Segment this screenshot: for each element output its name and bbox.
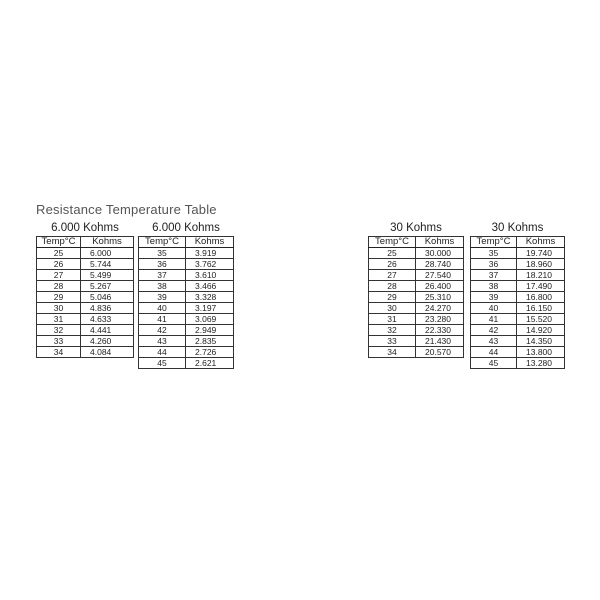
column-header-temp: Temp°C: [471, 237, 517, 248]
temp-cell: 37: [471, 270, 517, 281]
kohms-cell: 2.726: [186, 347, 234, 358]
resistance-table-3: [368, 222, 464, 358]
table-row: [471, 347, 565, 358]
kohms-cell: 25.310: [416, 292, 464, 303]
temp-cell: 33: [37, 336, 81, 347]
kohms-cell: 4.084: [81, 347, 134, 358]
table-row: [369, 303, 464, 314]
table-row: [139, 325, 234, 336]
table-row: [471, 314, 565, 325]
temp-cell: 34: [369, 347, 416, 358]
temp-cell: 31: [369, 314, 416, 325]
column-header-kohms: Kohms: [81, 237, 134, 248]
kohms-cell: 3.328: [186, 292, 234, 303]
kohms-cell: 16.150: [517, 303, 565, 314]
resistance-table-1: [36, 222, 134, 358]
temp-cell: 29: [369, 292, 416, 303]
temp-cell: 31: [37, 314, 81, 325]
table-row: [37, 259, 134, 270]
table-row: [139, 336, 234, 347]
kohms-cell: 13.800: [517, 347, 565, 358]
kohms-cell: 3.919: [186, 248, 234, 259]
table-row: [37, 336, 134, 347]
table-row: [139, 303, 234, 314]
column-header-kohms: Kohms: [517, 237, 565, 248]
table-row: [139, 347, 234, 358]
kohms-cell: 4.836: [81, 303, 134, 314]
table-row: [471, 259, 565, 270]
table-row: [37, 292, 134, 303]
temp-cell: 27: [369, 270, 416, 281]
table-row: [471, 248, 565, 259]
table-row: [369, 281, 464, 292]
kohms-cell: 24.270: [416, 303, 464, 314]
temp-cell: 26: [37, 259, 81, 270]
table-row: [471, 292, 565, 303]
kohms-cell: 30.000: [416, 248, 464, 259]
temp-cell: 39: [139, 292, 186, 303]
table-row: [139, 358, 234, 369]
kohms-cell: 23.280: [416, 314, 464, 325]
table-row: [139, 292, 234, 303]
kohms-cell: 5.046: [81, 292, 134, 303]
kohms-cell: 2.949: [186, 325, 234, 336]
data-table: [36, 236, 134, 358]
kohms-cell: 5.267: [81, 281, 134, 292]
temp-cell: 44: [471, 347, 517, 358]
kohms-cell: 5.744: [81, 259, 134, 270]
table-row: [471, 358, 565, 369]
table-row: [37, 314, 134, 325]
table-heading: 6.000 Kohms: [152, 222, 220, 234]
kohms-cell: 3.069: [186, 314, 234, 325]
temp-cell: 44: [139, 347, 186, 358]
table-row: [369, 270, 464, 281]
temp-cell: 33: [369, 336, 416, 347]
temp-cell: 27: [37, 270, 81, 281]
temp-cell: 36: [471, 259, 517, 270]
kohms-cell: 3.762: [186, 259, 234, 270]
kohms-cell: 28.740: [416, 259, 464, 270]
table-row: [139, 314, 234, 325]
kohms-cell: 5.499: [81, 270, 134, 281]
kohms-cell: 4.633: [81, 314, 134, 325]
kohms-cell: 17.490: [517, 281, 565, 292]
table-row: [139, 248, 234, 259]
temp-cell: 45: [471, 358, 517, 369]
kohms-cell: 3.466: [186, 281, 234, 292]
kohms-cell: 4.260: [81, 336, 134, 347]
column-header-kohms: Kohms: [416, 237, 464, 248]
kohms-cell: 21.430: [416, 336, 464, 347]
kohms-cell: 3.197: [186, 303, 234, 314]
temp-cell: 42: [139, 325, 186, 336]
column-header-temp: Temp°C: [139, 237, 186, 248]
kohms-cell: 3.610: [186, 270, 234, 281]
table-row: [471, 270, 565, 281]
table-row: [471, 336, 565, 347]
kohms-cell: 6.000: [81, 248, 134, 259]
temp-cell: 32: [369, 325, 416, 336]
temp-cell: 38: [471, 281, 517, 292]
kohms-cell: 20.570: [416, 347, 464, 358]
temp-cell: 38: [139, 281, 186, 292]
column-header-temp: Temp°C: [369, 237, 416, 248]
table-row: [471, 303, 565, 314]
table-heading: 30 Kohms: [491, 222, 544, 234]
table-heading: 6.000 Kohms: [51, 222, 119, 234]
table-row: [139, 270, 234, 281]
temp-cell: 43: [471, 336, 517, 347]
temp-cell: 35: [471, 248, 517, 259]
temp-cell: 26: [369, 259, 416, 270]
temp-cell: 41: [471, 314, 517, 325]
temp-cell: 25: [369, 248, 416, 259]
resistance-table-2: [138, 222, 234, 369]
table-row: [369, 292, 464, 303]
table-row: [369, 336, 464, 347]
table-row: [369, 314, 464, 325]
kohms-cell: 16.800: [517, 292, 565, 303]
temp-cell: 25: [37, 248, 81, 259]
table-row: [37, 281, 134, 292]
kohms-cell: 15.520: [517, 314, 565, 325]
kohms-cell: 13.280: [517, 358, 565, 369]
table-row: [369, 259, 464, 270]
kohms-cell: 14.920: [517, 325, 565, 336]
table-row: [369, 325, 464, 336]
temp-cell: 45: [139, 358, 186, 369]
temp-cell: 34: [37, 347, 81, 358]
kohms-cell: 2.835: [186, 336, 234, 347]
table-row: [471, 325, 565, 336]
temp-cell: 40: [139, 303, 186, 314]
table-row: [139, 259, 234, 270]
temp-cell: 42: [471, 325, 517, 336]
column-header-temp: Temp°C: [37, 237, 81, 248]
data-table: [138, 236, 234, 369]
data-table: [470, 236, 565, 369]
table-row: [37, 270, 134, 281]
temp-cell: 30: [37, 303, 81, 314]
resistance-table-4: [470, 222, 565, 369]
data-table: [368, 236, 464, 358]
kohms-cell: 18.210: [517, 270, 565, 281]
table-row: [37, 325, 134, 336]
page-title: Resistance Temperature Table: [36, 202, 217, 217]
temp-cell: 35: [139, 248, 186, 259]
table-row: [37, 303, 134, 314]
kohms-cell: 19.740: [517, 248, 565, 259]
temp-cell: 28: [37, 281, 81, 292]
kohms-cell: 18.960: [517, 259, 565, 270]
column-header-kohms: Kohms: [186, 237, 234, 248]
table-heading: 30 Kohms: [390, 222, 442, 234]
temp-cell: 28: [369, 281, 416, 292]
table-row: [37, 248, 134, 259]
temp-cell: 32: [37, 325, 81, 336]
kohms-cell: 22.330: [416, 325, 464, 336]
table-row: [139, 281, 234, 292]
kohms-cell: 4.441: [81, 325, 134, 336]
temp-cell: 41: [139, 314, 186, 325]
temp-cell: 43: [139, 336, 186, 347]
temp-cell: 29: [37, 292, 81, 303]
kohms-cell: 14.350: [517, 336, 565, 347]
temp-cell: 30: [369, 303, 416, 314]
table-row: [369, 347, 464, 358]
kohms-cell: 2.621: [186, 358, 234, 369]
table-row: [37, 347, 134, 358]
temp-cell: 37: [139, 270, 186, 281]
temp-cell: 39: [471, 292, 517, 303]
temp-cell: 36: [139, 259, 186, 270]
temp-cell: 40: [471, 303, 517, 314]
kohms-cell: 27.540: [416, 270, 464, 281]
kohms-cell: 26.400: [416, 281, 464, 292]
table-row: [369, 248, 464, 259]
table-row: [471, 281, 565, 292]
